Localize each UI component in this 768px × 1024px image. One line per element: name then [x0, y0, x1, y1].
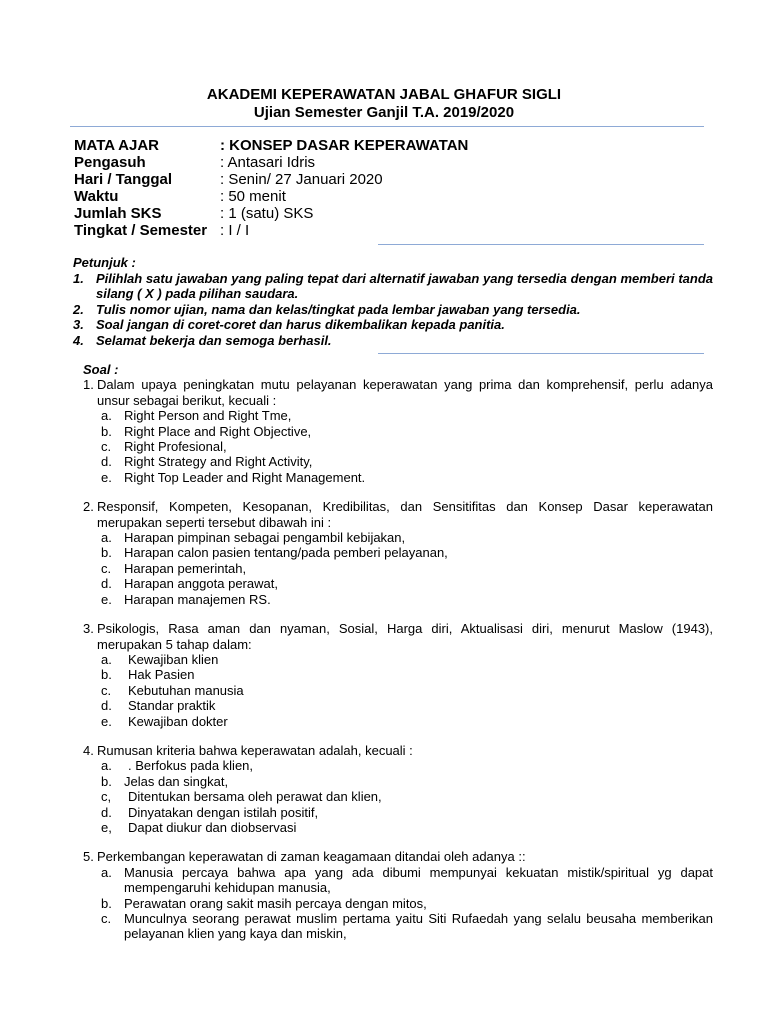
option-letter: a.: [101, 651, 112, 667]
answer-option[interactable]: [101, 667, 713, 682]
info-label: Waktu: [74, 188, 119, 205]
answer-option[interactable]: [101, 530, 713, 545]
question-stem: [83, 743, 713, 758]
exam-title: Ujian Semester Ganjil T.A. 2019/2020: [253, 104, 515, 121]
option-letter: b.: [101, 667, 112, 683]
question-5: [83, 849, 713, 941]
option-text: Right Person and Right Tme,: [124, 408, 292, 424]
answer-option[interactable]: [101, 424, 713, 439]
instruction-item: [73, 317, 713, 333]
option-letter: c.: [101, 682, 112, 698]
question-text: Rumusan kriteria bahwa keperawatan adalah, kecuali :: [97, 742, 413, 758]
option-text: Right Strategy and Right Activity,: [124, 454, 313, 470]
answer-options: [101, 758, 713, 835]
instruction-item: [73, 302, 713, 318]
divider-top: [70, 126, 704, 127]
question-4: [83, 743, 713, 835]
info-label: Pengasuh: [74, 154, 146, 171]
option-letter: a.: [101, 530, 112, 546]
instruction-item: [73, 271, 713, 302]
option-text: Dinyatakan dengan istilah positif,: [128, 804, 319, 820]
option-text: Harapan anggota perawat,: [124, 576, 278, 592]
answer-option[interactable]: [101, 576, 713, 591]
question-number: 5.: [83, 849, 94, 865]
info-label: MATA AJAR: [74, 137, 159, 154]
info-value: : 1 (satu) SKS: [220, 205, 314, 222]
option-text: . Berfokus pada klien,: [128, 758, 254, 774]
question-stem: [83, 621, 713, 652]
answer-option[interactable]: [101, 911, 713, 942]
question-3: [83, 621, 713, 729]
option-text: Harapan manajemen RS.: [124, 591, 271, 607]
question-1: [83, 377, 713, 485]
option-letter: a.: [101, 408, 112, 424]
document-header: [0, 86, 768, 122]
instructions-title: Petunjuk :: [73, 255, 136, 270]
option-letter: d.: [101, 576, 112, 592]
question-text: Responsif, Kompeten, Kesopanan, Kredibilitas, dan Sensitifitas dan Konsep Dasar keperawatan merupakan seperti tersebut dibawah ini :: [97, 499, 713, 530]
info-label: Jumlah SKS: [74, 205, 162, 222]
question-stem: [83, 377, 713, 408]
option-text: Kebutuhan manusia: [128, 682, 244, 698]
info-value: : 50 menit: [220, 188, 286, 205]
option-text: Standar praktik: [128, 698, 216, 714]
instruction-text: Tulis nomor ujian, nama dan kelas/tingkat pada lembar jawaban yang tersedia.: [96, 301, 581, 317]
option-letter: e.: [101, 591, 112, 607]
info-value: : KONSEP DASAR KEPERAWATAN: [220, 137, 469, 154]
answer-option[interactable]: [101, 592, 713, 607]
option-text: Harapan calon pasien tentang/pada pemberi pelayanan,: [124, 545, 448, 561]
option-text: Kewajiban klien: [128, 651, 219, 667]
info-row-pengasuh: [74, 154, 468, 171]
question-text: Dalam upaya peningkatan mutu pelayanan keperawatan yang prima dan komprehensif, perlu adanya unsur sebagai berikut, kecuali :: [97, 377, 713, 408]
option-letter: b.: [101, 423, 112, 439]
option-text: Munculnya seorang perawat muslim pertama yaitu Siti Rufaedah yang selalu beusaha memberikan pelayanan klien yang kaya dan miskin,: [124, 911, 713, 942]
option-text: Manusia percaya bahwa apa yang ada dibumi mempunyai kekuatan mistik/spiritual yg dapat mempengaruhi kehidupan manusia,: [124, 864, 713, 896]
option-letter: e,: [101, 819, 112, 835]
question-text: Psikologis, Rasa aman dan nyaman, Sosial, Harga diri, Aktualisasi diri, menurut Maslow (1943), merupakan 5 tahap dalam:: [97, 621, 713, 652]
info-row-tingkat-semester: [74, 222, 468, 239]
answer-option[interactable]: [101, 820, 713, 835]
answer-option[interactable]: [101, 896, 713, 911]
answer-option[interactable]: [101, 714, 713, 729]
info-value: : Antasari Idris: [220, 154, 316, 171]
option-text: Kewajiban dokter: [128, 713, 228, 729]
info-row-jumlah-sks: [74, 205, 468, 222]
answer-options: [101, 530, 713, 607]
answer-options: [101, 408, 713, 485]
option-text: Right Place and Right Objective,: [124, 423, 312, 439]
question-text: Perkembangan keperawatan di zaman keagamaan ditandai oleh adanya ::: [97, 849, 526, 865]
question-2: [83, 499, 713, 607]
option-letter: d.: [101, 454, 112, 470]
answer-option[interactable]: [101, 545, 713, 560]
option-letter: d.: [101, 698, 112, 714]
answer-option[interactable]: [101, 454, 713, 469]
info-label: Tingkat / Semester: [74, 222, 208, 239]
answer-option[interactable]: [101, 652, 713, 667]
answer-option[interactable]: [101, 865, 713, 896]
option-text: Perawatan orang sakit masih percaya dengan mitos,: [124, 895, 427, 911]
answer-option[interactable]: [101, 408, 713, 423]
question-stem: [83, 849, 713, 864]
answer-option[interactable]: [101, 470, 713, 485]
option-text: Dapat diukur dan diobservasi: [128, 819, 297, 835]
option-text: Right Profesional,: [124, 439, 227, 455]
option-text: Ditentukan bersama oleh perawat dan klien,: [128, 789, 382, 805]
answer-option[interactable]: [101, 698, 713, 713]
option-letter: c.: [101, 439, 112, 455]
info-row-mata-ajar: [74, 137, 468, 154]
question-stem: [83, 499, 713, 530]
questions-title: Soal :: [83, 362, 119, 377]
option-letter: e.: [101, 469, 112, 485]
answer-option[interactable]: [101, 561, 713, 576]
option-letter: a.: [101, 758, 112, 774]
option-letter: b.: [101, 895, 112, 911]
answer-options: [101, 865, 713, 942]
option-letter: e.: [101, 713, 112, 729]
divider-bottom: [378, 353, 704, 354]
info-label: Hari / Tanggal: [74, 171, 173, 188]
option-letter: a.: [101, 864, 112, 880]
option-text: Hak Pasien: [128, 667, 195, 683]
answer-option[interactable]: [101, 789, 713, 804]
option-letter: c,: [101, 789, 112, 805]
answer-option[interactable]: [101, 774, 713, 789]
info-value: : I / I: [220, 222, 250, 239]
instruction-number: 3.: [73, 317, 84, 333]
option-text: Harapan pemerintah,: [124, 560, 247, 576]
answer-option[interactable]: [101, 683, 713, 698]
option-text: Jelas dan singkat,: [124, 773, 229, 789]
option-letter: c.: [101, 560, 112, 576]
question-number: 1.: [83, 377, 94, 393]
info-row-waktu: [74, 188, 468, 205]
question-number: 4.: [83, 742, 94, 758]
instruction-text: Soal jangan di coret-coret dan harus dikembalikan kepada panitia.: [96, 317, 505, 333]
institution-title: AKADEMI KEPERAWATAN JABAL GHAFUR SIGLI: [206, 86, 562, 103]
option-letter: b.: [101, 773, 112, 789]
answer-option[interactable]: [101, 805, 713, 820]
exam-info: [74, 137, 468, 239]
option-text: Harapan pimpinan sebagai pengambil kebijakan,: [124, 530, 406, 546]
answer-options: [101, 652, 713, 729]
option-text: Right Top Leader and Right Management.: [124, 469, 366, 485]
answer-option[interactable]: [101, 758, 713, 773]
instructions: [73, 255, 713, 349]
option-letter: c.: [101, 911, 112, 926]
instruction-item: [73, 333, 713, 349]
question-number: 3.: [83, 621, 94, 637]
questions-section: [83, 362, 713, 942]
instruction-text: Selamat bekerja dan semoga berhasil.: [96, 332, 332, 348]
question-number: 2.: [83, 499, 94, 515]
info-row-hari-tanggal: [74, 171, 468, 188]
answer-option[interactable]: [101, 439, 713, 454]
info-value: : Senin/ 27 Januari 2020: [220, 171, 383, 188]
option-letter: b.: [101, 545, 112, 561]
instruction-text: Pilihlah satu jawaban yang paling tepat dari alternatif jawaban yang tersedia dengan memberi tanda silang ( X ) pada pilihan saudara.: [96, 270, 713, 302]
instruction-number: 1.: [73, 270, 84, 286]
option-letter: d.: [101, 804, 112, 820]
instruction-number: 2.: [73, 301, 84, 317]
instruction-number: 4.: [73, 332, 84, 348]
divider-middle: [378, 244, 704, 245]
